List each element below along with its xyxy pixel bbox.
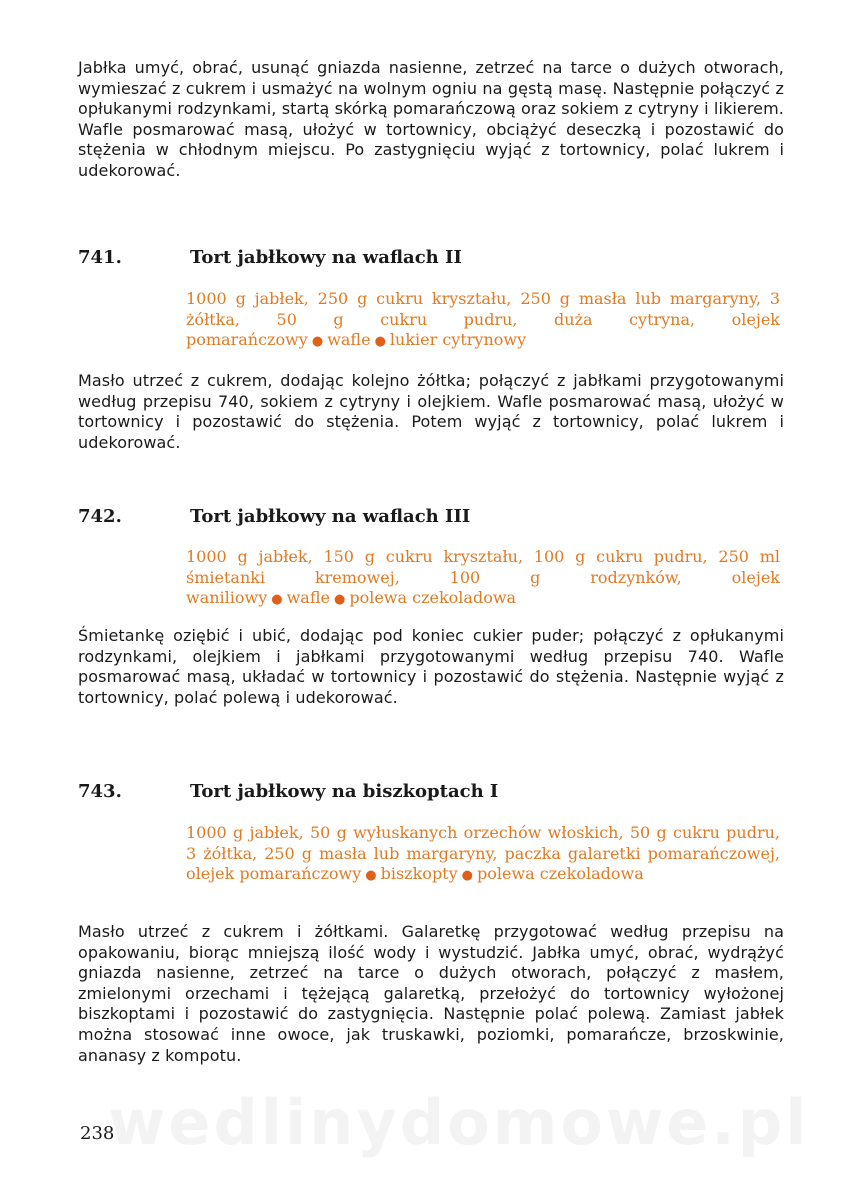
recipe-742-ingredients: [186, 547, 780, 611]
recipe-title: Tort jabłkowy na waflach III: [190, 506, 471, 527]
recipe-741-ingredients: [186, 289, 780, 353]
recipe-742-heading: [78, 506, 784, 528]
ingredient-group: wafle: [286, 588, 330, 608]
ingredient-group: polewa czekoladowa: [477, 864, 644, 884]
bullet-icon: ●: [461, 868, 473, 884]
ingredient-group: biszkopty: [380, 864, 458, 884]
bullet-icon: ●: [311, 334, 324, 350]
bullet-icon: ●: [365, 868, 377, 884]
recipe-743-heading: [78, 781, 784, 803]
ingredient-group: wafle: [327, 330, 371, 350]
ingredient-list: 1000 g jabłek, 50 g wyłuskanych orzechów włoskich, 50 g cukru pudru, 3 żółtka, 250 g masła lub margaryny, paczka galaretki pomarańczowej, olejek pomarańczowy: [186, 823, 780, 884]
intro-method-text: Jabłka umyć, obrać, usunąć gniazda nasienne, zetrzeć na tarce o dużych otworach, wymieszać z cukrem i usmażyć na wolnym ogniu na gęstą masę. Następnie połączyć z opłukanymi rodzynkami, startą skórką pomarańczową oraz sokiem z cytryny i likierem. Wafle posmarować masą, ułożyć w tortownicy, obciążyć deseczką i pozostawić do stężenia w chłodnym miejscu. Po zastygnięciu wyjąć z tortownicy, polać lukrem i udekorować.: [78, 58, 784, 180]
recipe-741-heading: [78, 247, 784, 269]
recipe-number: 742.: [78, 506, 122, 527]
recipe-743-ingredients: [186, 823, 780, 887]
recipe-741-method: Masło utrzeć z cukrem, dodając kolejno żółtka; połączyć z jabłkami przygotowanymi według przepisu 740, sokiem z cytryny i olejkiem. Wafle posmarować masą, ułożyć w tortownicy i pozostawić do stężenia. Potem wyjąć z tortownicy, polać lukrem i udekorować.: [78, 371, 784, 452]
ingredient-group: polewa czekoladowa: [349, 588, 517, 608]
recipe-number: 741.: [78, 247, 122, 268]
recipe-title: Tort jabłkowy na waflach II: [190, 247, 462, 268]
ingredient-group: lukier cytrynowy: [389, 330, 527, 350]
recipe-743-method: Masło utrzeć z cukrem i żółtkami. Galaretkę przygotować według przepisu na opakowaniu, biorąc mniejszą ilość wody i wystudzić. Jabłka umyć, obrać, wydrążyć gniazda nasienne, zetrzeć na tarce o dużych otworach, połączyć z masłem, zmielonymi orzechami i tężejącą galaretką, przełożyć do tortownicy wyłożonej biszkoptami i pozostawić do zastygnięcia. Następnie polać polewą. Zamiast jabłek można stosować inne owoce, jak truskawki, poziomki, pomarańcze, brzoskwinie, ananasy z kompotu.: [78, 922, 784, 1065]
bullet-icon: ●: [271, 592, 283, 608]
ingredient-list: 1000 g jabłek, 250 g cukru kryształu, 250 g masła lub margaryny, 3 żółtka, 50 g cukru pudru, duża cytryna, olejek pomarańczowy: [186, 289, 780, 350]
recipe-title: Tort jabłkowy na biszkoptach I: [190, 781, 499, 802]
recipe-742-method: Śmietankę oziębić i ubić, dodając pod koniec cukier puder; połączyć z opłukanymi rodzynkami, olejkiem i jabłkami przygotowanymi według przepisu 740. Wafle posmarować masą, układać w tortownicy i pozostawić do stężenia. Następnie wyjąć z tortownicy, polać polewą i udekorować.: [78, 626, 784, 707]
page-number: 238: [80, 1123, 115, 1144]
ingredient-list: 1000 g jabłek, 150 g cukru kryształu, 100 g cukru pudru, 250 ml śmietanki kremowej, 100 g rodzynków, olejek waniliowy: [186, 547, 780, 608]
bullet-icon: ●: [333, 592, 346, 608]
watermark: wedlinydomowe.pl: [108, 1086, 810, 1159]
bullet-icon: ●: [374, 334, 386, 350]
recipe-number: 743.: [78, 781, 122, 802]
